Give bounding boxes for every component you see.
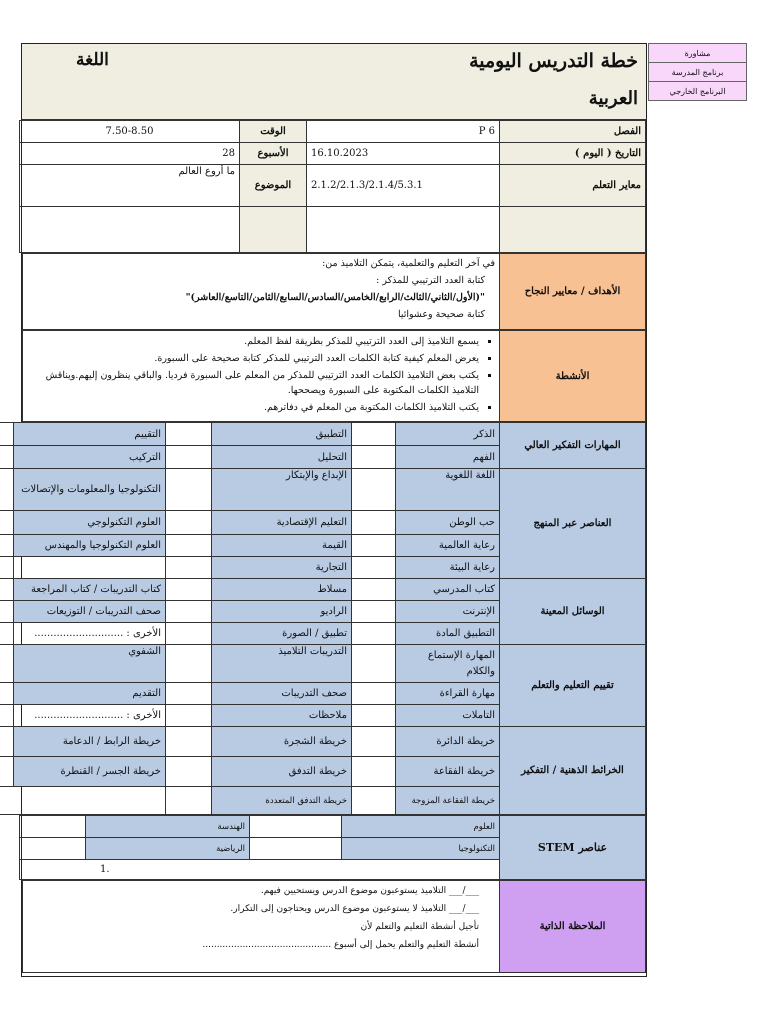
objective-line: "(الأول/الثاني/الثالث/الرابع/الخامس/السادس/السابع/الثامن/التاسع/العاشر)" <box>185 292 485 303</box>
topic-label: الموضوع <box>240 165 307 207</box>
aids-option: التطبيق المادة <box>396 623 500 645</box>
standards-value[interactable]: 2.1.2/2.1.3/2.1.4/5.3.1 <box>307 165 500 207</box>
checkbox[interactable] <box>166 579 212 601</box>
map-option: خريطة الجسر / القنطرة <box>14 757 166 787</box>
cross-option: اللغة اللغوية <box>396 469 500 511</box>
checkbox[interactable] <box>352 787 396 815</box>
checkbox[interactable] <box>0 469 14 511</box>
aids-option: تطبيق / الصورة <box>212 623 352 645</box>
blank-cell <box>240 207 307 253</box>
checkbox[interactable] <box>166 757 212 787</box>
checkbox[interactable] <box>166 535 212 557</box>
week-label: الأسبوع <box>240 143 307 165</box>
checkbox[interactable] <box>166 727 212 757</box>
hots-label: المهارات التفكير العالي <box>500 423 646 469</box>
objective-line: في آخر التعليم والتعلمية، يتمكن التلاميذ من: <box>322 258 495 269</box>
checkbox[interactable] <box>352 469 396 511</box>
checkbox[interactable] <box>352 579 396 601</box>
activity-item: ▪ يكتب التلاميذ الكلمات المكتوبة من المعلم في دفاترهم. <box>27 400 479 415</box>
checkbox[interactable] <box>0 683 14 705</box>
checkbox[interactable] <box>0 557 14 579</box>
assessment-option: الشفوي <box>14 645 166 683</box>
checkbox[interactable] <box>352 511 396 535</box>
checkbox[interactable] <box>0 511 14 535</box>
checkbox[interactable] <box>166 511 212 535</box>
hots-option-remember: الذكر <box>396 423 500 446</box>
checkbox[interactable] <box>250 816 342 838</box>
reflection-line: ___/___ التلاميذ يستوعبون موضوع الدرس ويستحيين فيهم. <box>260 886 479 896</box>
activities-list <box>27 334 495 415</box>
assessment-other-field[interactable]: الأخرى : ............................ <box>14 705 166 727</box>
map-option: خريطة الفقاعة <box>396 757 500 787</box>
reflection-line: تأجيل أنشطة التعليم والتعلم لأن <box>360 922 479 932</box>
checkbox[interactable] <box>0 601 14 623</box>
cross-option: الإبداع والإبتكار <box>212 469 352 511</box>
checkbox[interactable] <box>20 838 86 860</box>
blank-cell <box>0 787 166 815</box>
thinking-maps-label: الخرائط الذهنية / التفكير <box>500 727 646 815</box>
map-option: خريطة الفقاعة المزوجة <box>396 787 500 815</box>
cross-option: العلوم التكنولوجي <box>14 511 166 535</box>
cross-option: التجارية <box>212 557 352 579</box>
cross-option: العلوم التكنولوجيا والمهندس <box>14 535 166 557</box>
checkbox[interactable] <box>352 446 396 469</box>
map-option: خريطة التدفق المتعددة <box>212 787 352 815</box>
page-title: خطة التدريس اليومية <box>469 50 638 72</box>
checkbox[interactable] <box>166 705 212 727</box>
reflection-line: أنشطة التعليم والتعلم يحمل إلى أسبوع ............................................. <box>202 940 479 950</box>
checkbox[interactable] <box>166 557 212 579</box>
activity-item: ▪ يسمع التلاميذ إلى العدد الترتيبي للمذكر بطريقة لفظ المعلم. <box>27 334 479 349</box>
checkbox[interactable] <box>352 683 396 705</box>
activity-item: ▪ يعرض المعلم كيفية كتابة الكلمات العدد الترتيبي للمذكر كتابة صحيحة على السبورة. <box>27 351 479 366</box>
info-table <box>19 120 646 253</box>
activity-item: ▪ يكتب بعض التلاميذ الكلمات العدد الترتيبي للمذكر من المعلم على السبورة فرديا. والباقي ينظرون إليهم.ويناقش التلاميذ الكلمات المكتوبة على السبورة ويصححها. <box>27 368 479 398</box>
activities-label: الأنشطة <box>500 331 646 422</box>
aids-label: الوسائل المعينة <box>500 579 646 645</box>
checkbox[interactable] <box>352 535 396 557</box>
checkbox[interactable] <box>166 623 212 645</box>
checkbox[interactable] <box>352 623 396 645</box>
reflection-label: الملاحظة الذاتية <box>500 881 646 973</box>
class-label: الفصل <box>500 121 646 143</box>
objectives-table <box>22 253 646 330</box>
assessment-option: التقديم <box>14 683 166 705</box>
activities-content[interactable] <box>23 331 500 422</box>
checkbox[interactable] <box>0 727 14 757</box>
date-label: التاريخ ( اليوم ) <box>500 143 646 165</box>
assessment-option: صحف التدريبات <box>212 683 352 705</box>
week-value[interactable]: 28 <box>20 143 240 165</box>
checkbox[interactable] <box>0 623 14 645</box>
aids-option: صحف التدريبات / التوزيعات <box>14 601 166 623</box>
checkbox[interactable] <box>0 705 14 727</box>
checkbox[interactable] <box>166 683 212 705</box>
stem-note[interactable]: 1. <box>20 860 500 880</box>
blank-cell <box>14 557 166 579</box>
cross-option: رعاية البيئة <box>396 557 500 579</box>
cross-option: التكنولوجيا والمعلومات والإتصالات <box>14 469 166 511</box>
checkbox[interactable] <box>352 557 396 579</box>
lesson-plan-form <box>21 43 647 977</box>
aids-other-field[interactable]: الأخرى : ............................ <box>14 623 166 645</box>
checkbox[interactable] <box>0 645 14 683</box>
checkbox[interactable] <box>166 645 212 683</box>
checkbox[interactable] <box>20 816 86 838</box>
stem-option-engineering: الهندسة <box>86 816 250 838</box>
cross-option: حب الوطن <box>396 511 500 535</box>
checkbox[interactable] <box>352 423 396 446</box>
cross-option: رعاية العالمية <box>396 535 500 557</box>
assessment-label: تقييم التعليم والتعلم <box>500 645 646 727</box>
class-value[interactable]: P 6 <box>307 121 500 143</box>
map-option: خريطة الدائرة <box>396 727 500 757</box>
objectives-label: الأهداف / معايير النجاح <box>500 254 646 330</box>
side-label-external-program[interactable]: البرنامج الخارجي <box>649 82 747 101</box>
side-labels <box>648 43 747 101</box>
aids-option: الراديو <box>212 601 352 623</box>
checkbox[interactable] <box>352 601 396 623</box>
cross-curricular-label: العناصر عبر المنهج <box>500 469 646 579</box>
blank-cell <box>307 207 500 253</box>
assessment-option: ملاحظات <box>212 705 352 727</box>
assessment-option: التاملات <box>396 705 500 727</box>
stem-option-mathematics: الرياضية <box>86 838 250 860</box>
checkbox[interactable] <box>0 535 14 557</box>
hots-option-understand: الفهم <box>396 446 500 469</box>
checkbox[interactable] <box>166 469 212 511</box>
assessment-option: مهارة القراءة <box>396 683 500 705</box>
blank-cell <box>20 207 240 253</box>
date-value[interactable]: 16.10.2023 <box>307 143 500 165</box>
checkbox[interactable] <box>166 423 212 446</box>
aids-option: مسلاط <box>212 579 352 601</box>
objective-line: كتابة العدد الترتيبي للمذكر : <box>376 275 485 286</box>
reflection-table <box>22 880 646 973</box>
blank-cell <box>500 207 646 253</box>
aids-option: الإنترنت <box>396 601 500 623</box>
subject-label-a: اللغة <box>76 50 109 70</box>
checkbox[interactable] <box>250 838 342 860</box>
checkbox[interactable] <box>0 423 14 446</box>
assessment-option: التدريبات التلاميذ <box>212 645 352 683</box>
assessment-option: المهارة الإستماع والكلام <box>396 645 500 683</box>
reflection-content[interactable] <box>23 881 500 973</box>
checkbox[interactable] <box>352 727 396 757</box>
checkbox[interactable] <box>0 579 14 601</box>
objective-line: كتابة صحيحة وعشوائيا <box>397 309 485 320</box>
aids-option: كتاب التدريبات / كتاب المراجعة <box>14 579 166 601</box>
activities-table <box>22 330 646 422</box>
hots-option-analyze: التحليل <box>212 446 352 469</box>
aids-option: كتاب المدرسي <box>396 579 500 601</box>
standards-label: معاير التعلم <box>500 165 646 207</box>
form-header <box>22 44 646 120</box>
time-value[interactable]: 7.50-8.50 <box>20 121 240 143</box>
stem-table <box>19 815 646 880</box>
cross-option: القيمة <box>212 535 352 557</box>
checkbox[interactable] <box>166 446 212 469</box>
reflection-line: ___/___ التلاميذ لا يستوعبون موضوع الدرس ويحتاجون إلى التكرار. <box>230 904 479 914</box>
map-option: خريطة الرابط / الدعامة <box>14 727 166 757</box>
checkbox[interactable] <box>352 757 396 787</box>
hots-option-evaluate: التقييم <box>14 423 166 446</box>
checkbox[interactable] <box>352 705 396 727</box>
stem-option-technology: التكنولوجيا <box>342 838 500 860</box>
checkbox[interactable] <box>166 601 212 623</box>
checklist-grid <box>0 422 646 815</box>
stem-label: عناصر STEM <box>500 816 646 880</box>
side-label-school-program[interactable]: برنامج المدرسة <box>649 63 747 82</box>
cross-option: التعليم الإقتصادية <box>212 511 352 535</box>
checkbox[interactable] <box>166 787 212 815</box>
subject-label-b: العربية <box>588 88 638 109</box>
hots-option-synthesize: التركيب <box>14 446 166 469</box>
map-option: خريطة التدفق <box>212 757 352 787</box>
checkbox[interactable] <box>0 757 14 787</box>
checkbox[interactable] <box>0 446 14 469</box>
stem-option-science: العلوم <box>342 816 500 838</box>
hots-option-apply: التطبيق <box>212 423 352 446</box>
map-option: خريطة الشجرة <box>212 727 352 757</box>
time-label: الوقت <box>240 121 307 143</box>
objectives-content[interactable] <box>23 254 500 330</box>
topic-value[interactable]: ما أروع العالم <box>20 165 240 207</box>
checkbox[interactable] <box>352 645 396 683</box>
side-label-consult[interactable]: مشاورة <box>649 44 747 63</box>
